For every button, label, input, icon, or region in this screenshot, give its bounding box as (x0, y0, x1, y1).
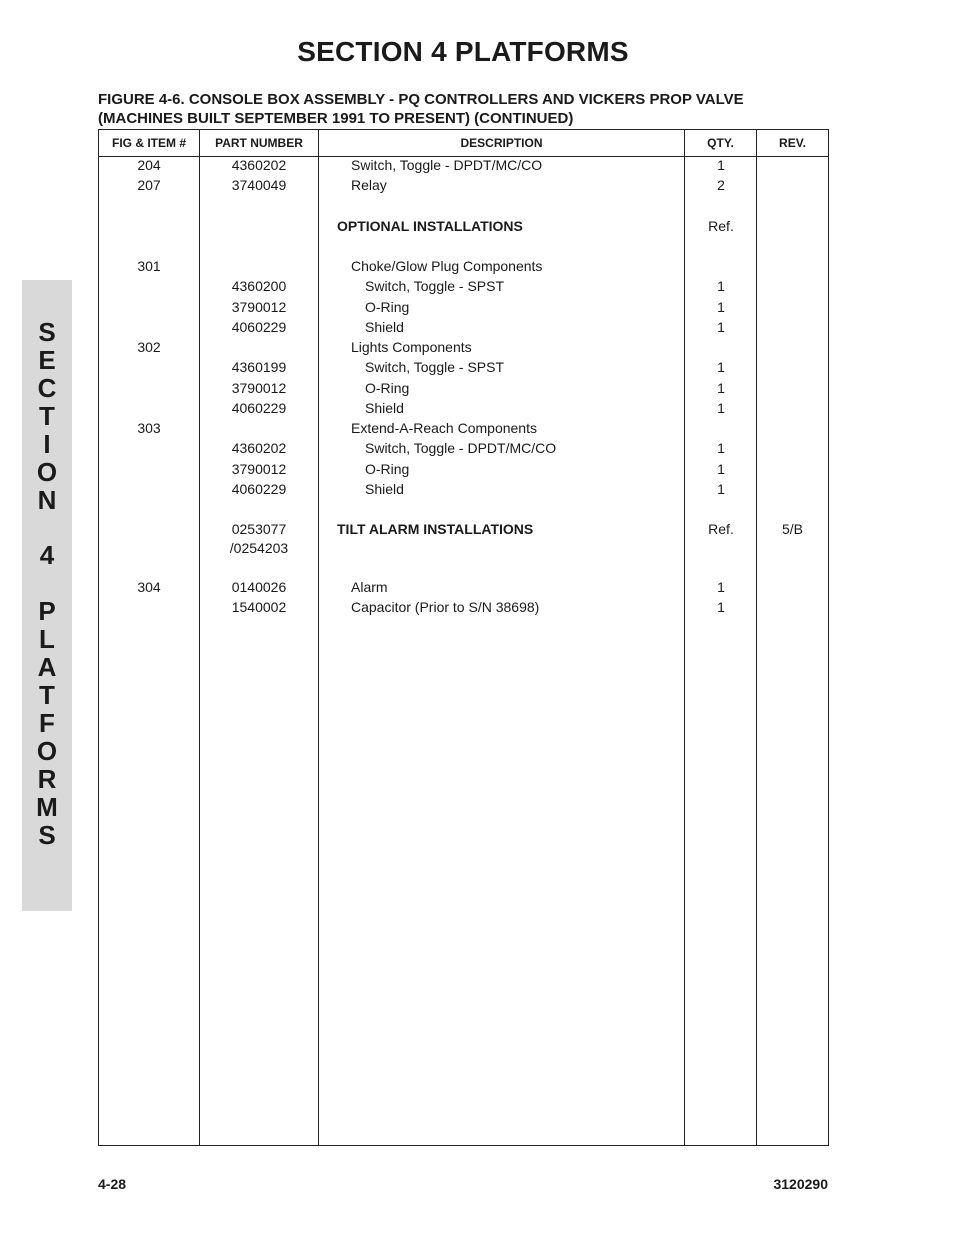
figure-title-line-1: FIGURE 4-6. CONSOLE BOX ASSEMBLY - PQ CONTROLLERS AND VICKERS PROP VALVE (98, 91, 744, 108)
description-cell: O-Ring (365, 461, 410, 477)
side-tab-letter: S (38, 317, 56, 347)
table-row (99, 175, 828, 195)
description-cell: Lights Components (351, 339, 472, 355)
description-cell: O-Ring (365, 380, 410, 396)
fig-item-cell: 301 (137, 258, 161, 274)
table-row (99, 398, 828, 418)
table-row (99, 577, 828, 597)
qty-cell: 1 (717, 579, 725, 595)
description-cell: TILT ALARM INSTALLATIONS (337, 521, 534, 537)
table-row (99, 337, 828, 357)
table-row (99, 438, 828, 458)
table-row (99, 519, 828, 539)
table-row (99, 256, 828, 276)
description-cell: Choke/Glow Plug Components (351, 258, 543, 274)
qty-cell: 1 (717, 461, 725, 477)
side-tab-letter: T (39, 680, 55, 710)
description-cell: O-Ring (365, 299, 410, 315)
qty-cell: 1 (717, 440, 725, 456)
header-description: DESCRIPTION (460, 136, 543, 150)
qty-cell: Ref. (708, 521, 734, 537)
table-row (99, 155, 828, 175)
side-tab-letter: T (39, 401, 55, 431)
part-number-cell: 4360199 (231, 359, 287, 375)
side-tab-letter: C (37, 373, 57, 403)
side-tab-letter: M (36, 792, 58, 822)
part-number-cell: 3790012 (231, 380, 287, 396)
qty-cell: 1 (717, 319, 725, 335)
description-cell: OPTIONAL INSTALLATIONS (337, 218, 523, 234)
document-number: 3120290 (773, 1176, 828, 1192)
side-tab-letter: O (36, 457, 58, 487)
part-number-cell: 4360200 (231, 278, 287, 294)
part-number-cell: 0140026 (231, 579, 287, 595)
table-row (99, 216, 828, 236)
fig-item-cell: 303 (137, 420, 161, 436)
description-cell: Shield (365, 319, 404, 335)
page-number: 4-28 (98, 1176, 127, 1192)
qty-cell: 1 (717, 278, 725, 294)
fig-item-cell: 302 (137, 339, 161, 355)
header-rev: REV. (779, 136, 806, 150)
table-row (99, 418, 828, 438)
side-tab-letter: L (39, 624, 55, 654)
header-fig-item: FIG & ITEM # (111, 136, 186, 150)
description-cell: Shield (365, 481, 404, 497)
part-number-cell: 4060229 (231, 319, 287, 335)
header-qty: QTY. (707, 136, 734, 150)
figure-title (98, 90, 744, 128)
section-side-tab (22, 280, 72, 911)
description-cell: Shield (365, 400, 404, 416)
description-cell: Alarm (351, 579, 388, 595)
header-part-number: PART NUMBER (215, 136, 303, 150)
table-row (99, 276, 828, 296)
qty-cell: 1 (717, 599, 725, 615)
description-cell: Switch, Toggle - DPDT/MC/CO (365, 440, 557, 456)
part-number-cell: 0253077 (231, 521, 287, 537)
side-tab-letter: A (37, 652, 57, 682)
table-row (99, 357, 828, 377)
description-cell: Extend-A-Reach Components (351, 420, 537, 436)
table-row (99, 317, 828, 337)
part-number-cell: 4360202 (231, 440, 287, 456)
fig-item-cell: 304 (137, 579, 161, 595)
description-cell: Capacitor (Prior to S/N 38698) (351, 599, 540, 615)
side-tab-letter: P (38, 596, 56, 626)
qty-cell: 1 (717, 299, 725, 315)
side-tab-letter: E (38, 345, 56, 375)
qty-cell: Ref. (708, 218, 734, 234)
description-cell: Switch, Toggle - SPST (365, 359, 505, 375)
part-number-cell: 3790012 (231, 461, 287, 477)
figure-title-line-2: (MACHINES BUILT SEPTEMBER 1991 TO PRESENT) (CONTINUED) (98, 110, 574, 127)
part-number-cell: 3740049 (231, 177, 287, 193)
qty-cell: 1 (717, 359, 725, 375)
table-row (99, 378, 828, 398)
side-tab-letter: S (38, 820, 56, 850)
side-tab-letter: R (37, 764, 57, 794)
qty-cell: 1 (717, 380, 725, 396)
table-row (99, 459, 828, 479)
part-number-cell: 1540002 (231, 599, 287, 615)
side-tab-letter: 4 (39, 540, 55, 570)
description-cell: Relay (351, 177, 387, 193)
part-number-cell: 3790012 (231, 299, 287, 315)
part-number-cell: /0254203 (229, 540, 289, 556)
part-number-cell: 4360202 (231, 157, 287, 173)
side-tab-letter: I (43, 429, 51, 459)
description-cell: Switch, Toggle - DPDT/MC/CO (351, 157, 543, 173)
part-number-cell: 4060229 (231, 400, 287, 416)
table-row (99, 597, 828, 617)
qty-cell: 1 (717, 481, 725, 497)
table-row (99, 297, 828, 317)
section-title: SECTION 4 PLATFORMS (297, 36, 629, 67)
rev-cell: 5/B (781, 521, 803, 537)
table-row (99, 538, 828, 558)
side-tab-letter: N (37, 485, 57, 515)
fig-item-cell: 207 (137, 177, 161, 193)
qty-cell: 1 (717, 400, 725, 416)
side-tab-letter: O (36, 736, 58, 766)
fig-item-cell: 204 (137, 157, 161, 173)
side-tab-letter: F (39, 708, 55, 738)
description-cell: Switch, Toggle - SPST (365, 278, 505, 294)
qty-cell: 1 (717, 157, 725, 173)
table-row (99, 479, 828, 499)
qty-cell: 2 (717, 177, 725, 193)
part-number-cell: 4060229 (231, 481, 287, 497)
parts-table (98, 129, 829, 1146)
